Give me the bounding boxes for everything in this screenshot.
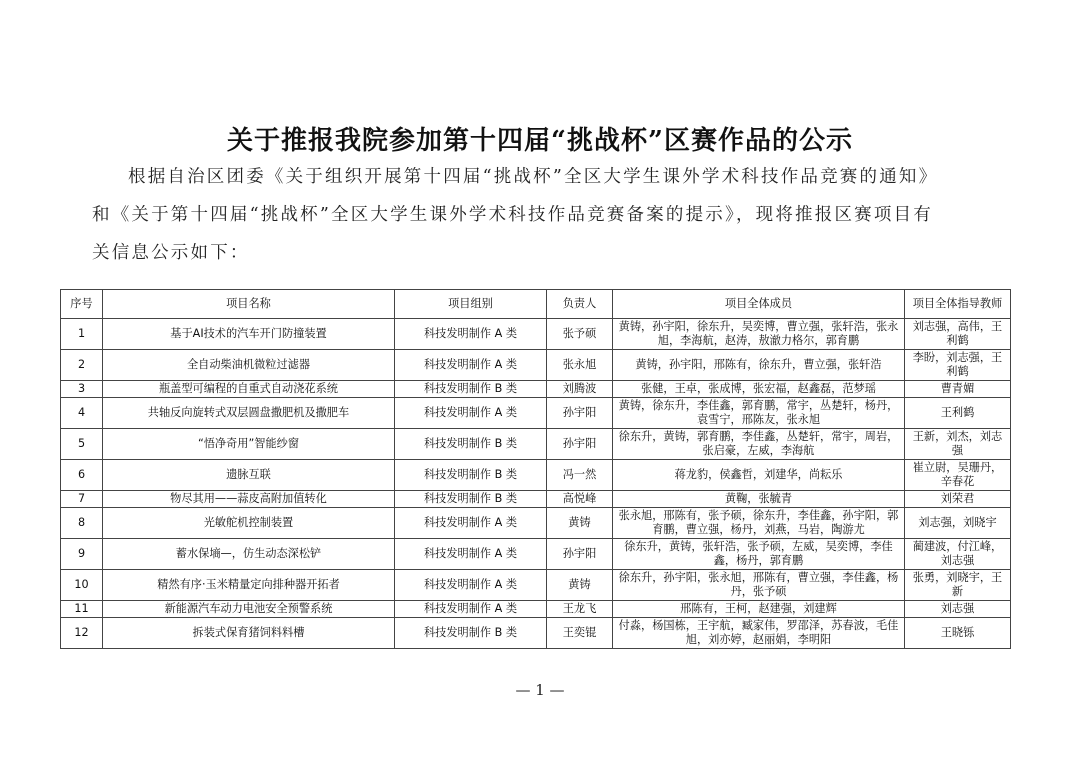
cell-project-name: 共轴反向旋转式双层圆盘撒肥机及撒肥车 xyxy=(103,398,395,429)
cell-group: 科技发明制作 B 类 xyxy=(395,618,547,649)
page-number: — 1 — xyxy=(515,681,565,699)
cell-leader: 黄铸 xyxy=(547,508,613,539)
table-header-row xyxy=(61,290,1011,319)
cell-project-name: 新能源汽车动力电池安全预警系统 xyxy=(103,601,395,618)
header-leader: 负责人 xyxy=(547,290,613,319)
cell-members: 黄铸，孙宇阳，邢陈有，徐东升，曹立强，张轩浩 xyxy=(613,350,905,381)
cell-index: 1 xyxy=(61,319,103,350)
table-row xyxy=(61,570,1011,601)
cell-project-name: “悟净奇用”智能纱窗 xyxy=(103,429,395,460)
table-row xyxy=(61,460,1011,491)
cell-advisors: 王晓铄 xyxy=(905,618,1011,649)
cell-advisors: 王新，刘杰，刘志强 xyxy=(905,429,1011,460)
cell-index: 10 xyxy=(61,570,103,601)
cell-advisors: 刘志强 xyxy=(905,601,1011,618)
table-row xyxy=(61,429,1011,460)
cell-leader: 张永旭 xyxy=(547,350,613,381)
intro-line: 根据自治区团委《关于组织开展第十四届“挑战杯”全区大学生课外学术科技作品竞赛的通知》 xyxy=(128,167,939,187)
cell-members: 邢陈有，王柯，赵建强，刘建辉 xyxy=(613,601,905,618)
cell-leader: 冯一然 xyxy=(547,460,613,491)
table-row xyxy=(61,398,1011,429)
header-advisors: 项目全体指导教师 xyxy=(905,290,1011,319)
cell-group: 科技发明制作 B 类 xyxy=(395,460,547,491)
table-row xyxy=(61,381,1011,398)
cell-advisors: 曹青媚 xyxy=(905,381,1011,398)
cell-advisors: 刘荣君 xyxy=(905,491,1011,508)
table-row xyxy=(61,491,1011,508)
cell-members: 黄铸，徐东升，李佳鑫，郭育鹏，常宇，丛楚轩，杨丹，袁雪宁，邢陈友，张永旭 xyxy=(613,398,905,429)
cell-members: 蒋龙豹，侯鑫哲，刘建华，尚耘乐 xyxy=(613,460,905,491)
cell-advisors: 崔立尉，吴珊丹，辛春花 xyxy=(905,460,1011,491)
cell-members: 黄鞠，张毓青 xyxy=(613,491,905,508)
intro-line: 和《关于第十四届“挑战杯”全区大学生课外学术科技作品竞赛备案的提示》，现将推报区赛项目有 xyxy=(92,205,933,225)
works-table xyxy=(60,289,1011,649)
page-title: 关于推报我院参加第十四届“挑战杯”区赛作品的公示 xyxy=(227,126,853,156)
cell-advisors: 王利鹤 xyxy=(905,398,1011,429)
cell-advisors: 蔺建波，付江峰，刘志强 xyxy=(905,539,1011,570)
cell-group: 科技发明制作 B 类 xyxy=(395,491,547,508)
cell-group: 科技发明制作 A 类 xyxy=(395,319,547,350)
cell-index: 4 xyxy=(61,398,103,429)
table-row xyxy=(61,319,1011,350)
cell-index: 7 xyxy=(61,491,103,508)
cell-leader: 孙宇阳 xyxy=(547,429,613,460)
cell-group: 科技发明制作 A 类 xyxy=(395,539,547,570)
cell-leader: 高悦峰 xyxy=(547,491,613,508)
cell-members: 徐东升，黄铸，郭育鹏，李佳鑫，丛楚轩，常宇，周岩，张启豪，左威，李海航 xyxy=(613,429,905,460)
cell-project-name: 光敏舵机控制装置 xyxy=(103,508,395,539)
cell-members: 付淼，杨国栋，王宇航，臧家伟，罗邵泽，苏春波，毛佳旭，刘亦婷，赵丽娟，李明阳 xyxy=(613,618,905,649)
cell-index: 9 xyxy=(61,539,103,570)
table-row xyxy=(61,350,1011,381)
cell-advisors: 李盼，刘志强，王利鹤 xyxy=(905,350,1011,381)
cell-project-name: 蓄水保墒—，仿生动态深松铲 xyxy=(103,539,395,570)
cell-project-name: 全自动柴油机微粒过滤器 xyxy=(103,350,395,381)
cell-leader: 张予硕 xyxy=(547,319,613,350)
cell-project-name: 遗脉互联 xyxy=(103,460,395,491)
cell-members: 黄铸，孙宇阳，徐东升，吴奕博，曹立强，张轩浩，张永旭，李海航，赵涛，敖澈力格尔，郭育鹏 xyxy=(613,319,905,350)
table-row xyxy=(61,601,1011,618)
table-row xyxy=(61,539,1011,570)
cell-index: 11 xyxy=(61,601,103,618)
cell-group: 科技发明制作 A 类 xyxy=(395,601,547,618)
cell-leader: 王龙飞 xyxy=(547,601,613,618)
cell-group: 科技发明制作 A 类 xyxy=(395,570,547,601)
cell-group: 科技发明制作 B 类 xyxy=(395,429,547,460)
cell-advisors: 刘志强，刘晓宇 xyxy=(905,508,1011,539)
cell-project-name: 瓶盖型可编程的自重式自动浇花系统 xyxy=(103,381,395,398)
cell-advisors: 张勇，刘晓宇，王新 xyxy=(905,570,1011,601)
intro-paragraph xyxy=(92,158,992,272)
cell-members: 张永旭，邢陈有，张予硕，徐东升，李佳鑫，孙宇阳，郭育鹏，曹立强，杨丹，刘燕，马岩，陶游尤 xyxy=(613,508,905,539)
cell-project-name: 精然有序·玉米精量定向排种器开拓者 xyxy=(103,570,395,601)
cell-group: 科技发明制作 A 类 xyxy=(395,398,547,429)
table-row xyxy=(61,508,1011,539)
cell-members: 徐东升，黄铸，张轩浩，张予硕，左威，吴奕博，李佳鑫，杨丹，郭育鹏 xyxy=(613,539,905,570)
header-project-name: 项目名称 xyxy=(103,290,395,319)
cell-project-name: 基于AI技术的汽车开门防撞装置 xyxy=(103,319,395,350)
cell-index: 5 xyxy=(61,429,103,460)
cell-group: 科技发明制作 B 类 xyxy=(395,381,547,398)
cell-index: 2 xyxy=(61,350,103,381)
cell-group: 科技发明制作 A 类 xyxy=(395,350,547,381)
cell-advisors: 刘志强，高伟，王利鹤 xyxy=(905,319,1011,350)
cell-leader: 刘腾波 xyxy=(547,381,613,398)
cell-group: 科技发明制作 A 类 xyxy=(395,508,547,539)
table-row xyxy=(61,618,1011,649)
header-index: 序号 xyxy=(61,290,103,319)
cell-index: 12 xyxy=(61,618,103,649)
cell-members: 张健，王卓，张成博，张宏福，赵鑫磊，范梦瑶 xyxy=(613,381,905,398)
cell-leader: 王奕锟 xyxy=(547,618,613,649)
cell-index: 3 xyxy=(61,381,103,398)
cell-index: 6 xyxy=(61,460,103,491)
cell-project-name: 拆装式保育猪饲料料槽 xyxy=(103,618,395,649)
cell-index: 8 xyxy=(61,508,103,539)
cell-leader: 孙宇阳 xyxy=(547,539,613,570)
cell-leader: 孙宇阳 xyxy=(547,398,613,429)
cell-leader: 黄铸 xyxy=(547,570,613,601)
intro-line: 关信息公示如下： xyxy=(92,243,250,263)
header-members: 项目全体成员 xyxy=(613,290,905,319)
header-group: 项目组别 xyxy=(395,290,547,319)
cell-project-name: 物尽其用——蒜皮高附加值转化 xyxy=(103,491,395,508)
cell-members: 徐东升，孙宇阳，张永旭，邢陈有，曹立强，李佳鑫，杨丹，张予硕 xyxy=(613,570,905,601)
